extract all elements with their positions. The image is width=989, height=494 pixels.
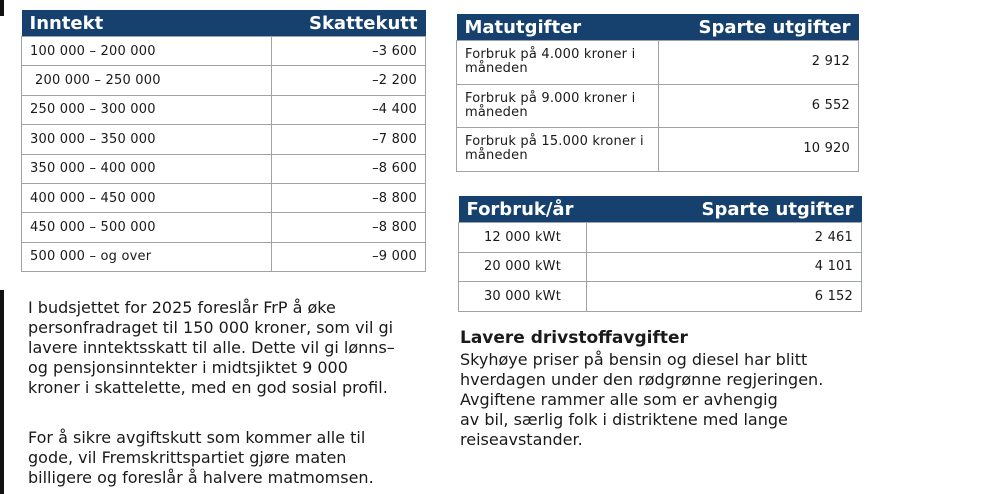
income-range: 300 000 – 350 000: [22, 125, 272, 154]
food-saved-value: 2 912: [659, 41, 859, 85]
food-expenses-table: [456, 14, 859, 172]
table-row: [457, 84, 859, 128]
food-table-header: [457, 14, 859, 41]
tax-cut-value: –3 600: [272, 37, 426, 66]
income-range: 250 000 – 300 000: [22, 95, 272, 124]
income-table-header: [22, 10, 426, 37]
energy-usage: 30 000 kWt: [459, 282, 587, 312]
table-row: [22, 242, 426, 271]
table-row: [22, 37, 426, 66]
tax-cut-value: –7 800: [272, 125, 426, 154]
income-header-label: Inntekt: [22, 10, 272, 37]
energy-usage-header-label: Forbruk/år: [459, 196, 587, 223]
income-range: 100 000 – 200 000: [22, 37, 272, 66]
table-row: [457, 128, 859, 172]
table-row: [457, 41, 859, 85]
food-expenses-header-label: Matutgifter: [457, 14, 659, 41]
income-range: 200 000 – 250 000: [22, 66, 272, 95]
table-row: [22, 213, 426, 242]
page-edge-bottom: [0, 290, 4, 494]
budget-paragraph: I budsjettet for 2025 foreslår FrP å øke personfradraget til 150 000 kroner, som vil gi lavere inntektsskatt til alle. Dette vil gi lønns– og pensjonsinntekter i midtsjiktet 9 000 kroner i skattelette, med en god sosial profil.: [28, 298, 395, 397]
income-range: 350 000 – 400 000: [22, 154, 272, 183]
energy-saved-value: 2 461: [587, 223, 862, 253]
tax-cut-value: –9 000: [272, 242, 426, 271]
income-range: 450 000 – 500 000: [22, 213, 272, 242]
food-usage: Forbruk på 9.000 kroner i måneden: [457, 84, 659, 128]
table-row: [22, 95, 426, 124]
table-row: [459, 282, 862, 312]
income-range: 400 000 – 450 000: [22, 183, 272, 212]
table-row: [459, 252, 862, 282]
food-usage: Forbruk på 15.000 kroner i måneden: [457, 128, 659, 172]
tax-cut-value: –8 600: [272, 154, 426, 183]
energy-saved-value: 4 101: [587, 252, 862, 282]
food-vat-paragraph: For å sikre avgiftskutt som kommer alle til gode, vil Fremskrittspartiet gjøre maten billigere og foreslår å halvere matmomsen.: [28, 428, 374, 487]
fuel-tax-paragraph: Skyhøye priser på bensin og diesel har blitt hverdagen under den rødgrønne regjeringen. Avgiftene rammer alle som er avhengig av bil, særlig folk i distriktene med lange reiseavstander.: [460, 350, 824, 449]
energy-usage-table: [458, 196, 862, 312]
page-edge-top: [0, 0, 4, 16]
table-row: [22, 154, 426, 183]
energy-usage: 20 000 kWt: [459, 252, 587, 282]
food-saved-header-label: Sparte utgifter: [659, 14, 859, 41]
tax-cut-value: –4 400: [272, 95, 426, 124]
energy-saved-header-label: Sparte utgifter: [587, 196, 862, 223]
energy-saved-value: 6 152: [587, 282, 862, 312]
income-range: 500 000 – og over: [22, 242, 272, 271]
tax-cut-value: –8 800: [272, 183, 426, 212]
fuel-tax-heading: Lavere drivstoffavgifter: [460, 328, 688, 348]
food-saved-value: 6 552: [659, 84, 859, 128]
tax-cut-value: –8 800: [272, 213, 426, 242]
table-row: [22, 183, 426, 212]
tax-cut-header-label: Skattekutt: [272, 10, 426, 37]
tax-cut-value: –2 200: [272, 66, 426, 95]
food-saved-value: 10 920: [659, 128, 859, 172]
table-row: [22, 66, 426, 95]
table-row: [22, 125, 426, 154]
income-tax-table: [21, 10, 426, 272]
table-row: [459, 223, 862, 253]
food-usage: Forbruk på 4.000 kroner i måneden: [457, 41, 659, 85]
energy-usage: 12 000 kWt: [459, 223, 587, 253]
energy-table-header: [459, 196, 862, 223]
